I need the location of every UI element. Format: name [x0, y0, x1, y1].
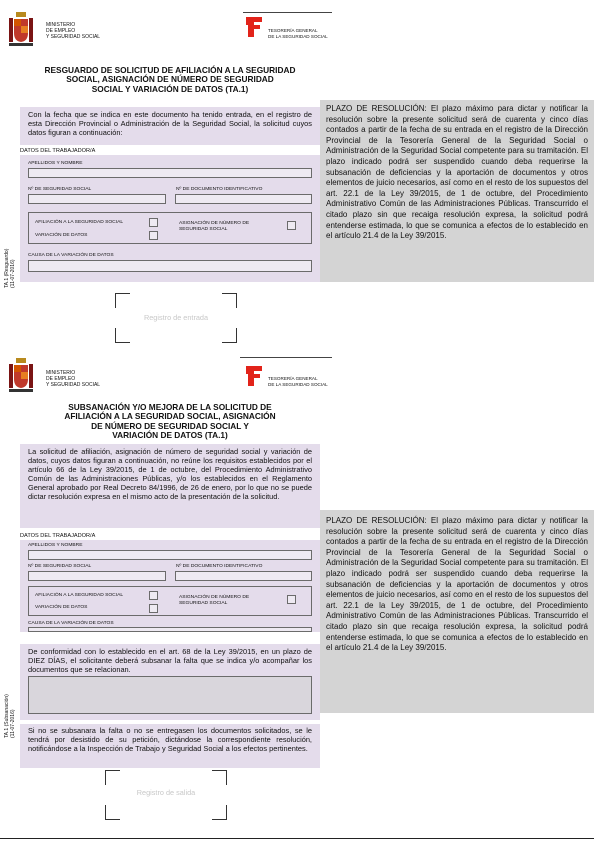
causa-label: CAUSA DE LA VARIACIÓN DE DATOS	[28, 253, 114, 258]
stamp-area-salida	[105, 770, 227, 820]
corner-mark	[115, 293, 130, 308]
nss-label: Nº DE SEGURIDAD SOCIAL	[28, 187, 92, 192]
form2-side-code	[4, 694, 16, 738]
asignacion-label	[179, 595, 249, 607]
ministry-line: Y SEGURIDAD SOCIAL	[46, 34, 101, 40]
title-line: SOCIAL, ASIGNACIÓN DE NÚMERO DE SEGURIDAD	[66, 74, 274, 85]
afiliacion-label: AFILIACIÓN A LA SEGURIDAD SOCIAL	[35, 220, 124, 225]
tgss-line: TESORERÍA GENERAL	[268, 28, 318, 33]
corner-mark	[105, 770, 120, 785]
causa-field[interactable]	[28, 627, 312, 632]
form2-datos-label: DATOS DEL TRABAJADOR/A	[20, 533, 96, 539]
apellidos-field[interactable]	[28, 550, 312, 560]
header-rule-1	[243, 12, 332, 13]
tgss-logo-icon	[244, 365, 264, 387]
form1-intro: Con la fecha que se indica en este documento ha tenido entrada, en el registro de esta Dirección Provincial o Administración de la Seguridad Social, la solicitud cuyos datos figuran a continuación:	[28, 110, 312, 138]
form1-side-code	[4, 249, 16, 288]
title-line: DE NÚMERO DE SEGURIDAD SOCIAL Y	[91, 420, 249, 431]
ministry-logo-2	[5, 356, 37, 396]
ministry-line: DE EMPLEO	[46, 28, 76, 34]
asignacion-line: ASIGNACIÓN DE NÚMERO DE	[179, 221, 250, 226]
form2-fields-panel	[20, 540, 320, 632]
corner-mark	[222, 328, 237, 343]
ministry-line: Y SEGURIDAD SOCIAL	[46, 382, 101, 388]
ministry-line: MINISTERIO	[46, 370, 76, 376]
side-line: TA.1 (Subsanación)	[4, 694, 10, 738]
subsanar-field[interactable]	[28, 676, 312, 714]
title-line: SOCIAL Y VARIACIÓN DE DATOS (TA.1)	[91, 83, 249, 94]
title-line: AFILIACIÓN A LA SEGURIDAD SOCIAL, ASIGNACIÓN	[64, 411, 276, 422]
form1-title	[20, 66, 320, 94]
ministry-logo-1	[5, 10, 37, 50]
afiliacion-label: AFILIACIÓN A LA SEGURIDAD SOCIAL	[35, 593, 124, 598]
corner-mark	[222, 293, 237, 308]
plazo-text: PLAZO DE RESOLUCIÓN: El plazo máximo para dictar y notificar la resolución sobre la presente solicitud será de cuarenta y cinco días contados a partir de la fecha de su entrada en el registro de la Dirección Provincial de la Tesorería General de la Seguridad Social o Administración de la Seguridad Social competente para su tramitación. El plazo indicado podrá ser suspendido cuando deba requerirse la subsanación de deficiencias y la aportación de documentos y otros elementos de juicio necesarios, así como en el resto de los supuestos del art. 22.1 de la Ley 39/2015, de 1 de octubre, del Procedimiento Administrativo Común de las Administraciones Públicas. Transcurrido el citado plazo sin que recaiga resolución expresa, la solicitud podrá entenderse estimada, lo que se comunica a efectos de lo establecido en el artículo 21.4 de la Ley 39/2015.	[326, 516, 588, 653]
registro-salida-label: Registro de salida	[136, 788, 196, 797]
form2-subsanar-box	[20, 644, 320, 720]
variacion-label: VARIACIÓN DE DATOS	[35, 233, 88, 238]
corner-mark	[115, 328, 130, 343]
tgss-line: DE LA SEGURIDAD SOCIAL	[268, 33, 328, 39]
corner-mark	[212, 805, 227, 820]
coat-of-arms-icon	[5, 356, 37, 396]
tgss-name-1	[268, 28, 328, 39]
subsanar-text: De conformidad con lo establecido en el art. 68 de la Ley 39/2015, en un plazo de DIEZ DÍAS, el solicitante deberá subsanar la falta que se indica y/o acompañar los documentos que se relacionan.	[28, 647, 312, 675]
header-rule-2	[240, 357, 332, 358]
nss-label: Nº DE SEGURIDAD SOCIAL	[28, 564, 92, 569]
apellidos-label: APELLIDOS Y NOMBRE	[28, 543, 83, 548]
stamp-area-entrada	[115, 293, 237, 343]
asignacion-line: ASIGNACIÓN DE NÚMERO DE	[179, 595, 250, 600]
doc-field[interactable]	[175, 571, 312, 581]
variacion-label: VARIACIÓN DE DATOS	[35, 605, 88, 610]
ministry-name-1	[46, 22, 100, 40]
asignacion-label	[179, 221, 249, 233]
ministry-line: MINISTERIO	[46, 22, 76, 28]
doc-field[interactable]	[175, 194, 312, 204]
doc-label: Nº DE DOCUMENTO IDENTIFICATIVO	[176, 187, 263, 192]
nss-field[interactable]	[28, 194, 166, 204]
ministry-name-2	[46, 370, 100, 388]
asignacion-line: SEGURIDAD SOCIAL	[179, 601, 228, 606]
nss-field[interactable]	[28, 571, 166, 581]
tgss-line: TESORERÍA GENERAL	[268, 376, 318, 381]
tgss-logo-icon	[244, 16, 264, 38]
plazo-resolucion-1	[320, 100, 594, 282]
doc-label: Nº DE DOCUMENTO IDENTIFICATIVO	[176, 564, 263, 569]
form2-intro-box	[20, 444, 320, 528]
tgss-line: DE LA SEGURIDAD SOCIAL	[268, 381, 328, 387]
coat-of-arms-icon	[5, 10, 37, 50]
tramite-box	[28, 212, 312, 244]
form2-desistido-box	[20, 724, 320, 768]
apellidos-label: APELLIDOS Y NOMBRE	[28, 161, 83, 166]
ministry-line: DE EMPLEO	[46, 376, 76, 382]
tgss-name-2	[268, 376, 328, 387]
form1-fields-panel	[20, 155, 320, 282]
corner-mark	[212, 770, 227, 785]
title-line: SUBSANACIÓN Y/O MEJORA DE LA SOLICITUD DE	[68, 402, 272, 412]
asignacion-checkbox[interactable]	[287, 221, 296, 230]
asignacion-checkbox[interactable]	[287, 595, 296, 604]
tramite-box	[28, 586, 312, 616]
form2-intro: La solicitud de afiliación, asignación de número de seguridad social y variación de datos, cuyos datos figuran a continuación, no reúne los requisitos establecidos por el artículo 66 de la Ley 39/2015, de 1 de octubre, del Procedimiento Administrativo Común de las Administraciones Públicas, y/o los establecidos en el Reglamento General aprobado por Real Decreto 84/1996, de 26 de enero, por lo que no se puede dictar resolución expresa en el mismo acto de la presentación de la solicitud.	[28, 447, 312, 502]
causa-label: CAUSA DE LA VARIACIÓN DE DATOS	[28, 621, 114, 626]
plazo-text: PLAZO DE RESOLUCIÓN: El plazo máximo para dictar y notificar la resolución sobre la presente solicitud será de cuarenta y cinco días contados a partir de la fecha de su entrada en el registro de la Dirección Provincial de la Tesorería General de la Seguridad Social o Administración de la Seguridad Social competente para su tramitación. El plazo indicado podrá ser suspendido cuando deba requerirse la subsanación de deficiencias y la aportación de documentos y otros elementos de juicio necesarios, así como en el resto de los supuestos del art. 22.1 de la Ley 39/2015, de 1 de octubre, del Procedimiento Administrativo Común de las Administraciones Públicas. Transcurrido el citado plazo sin que recaiga resolución expresa, la solicitud podrá entenderse estimada, lo que se comunica a efectos de lo establecido en el artículo 21.4 de la Ley 39/2015.	[326, 104, 588, 241]
form1-datos-label: DATOS DEL TRABAJADOR/A	[20, 148, 96, 154]
afiliacion-checkbox[interactable]	[149, 591, 158, 600]
desistido-text: Si no se subsanara la falta o no se entregasen los documentos solicitados, se le tendrá por desistido de su petición, dictándose la correspondiente resolución, notificándose a la Inspección de Trabajo y Seguridad Social a los efectos pertinentes.	[28, 726, 312, 754]
side-line: TA.1 (Resguardo)	[4, 248, 10, 288]
title-line: VARIACIÓN DE DATOS (TA.1)	[112, 430, 228, 441]
variacion-checkbox[interactable]	[149, 231, 158, 240]
tgss-logo-1	[244, 16, 264, 38]
variacion-checkbox[interactable]	[149, 604, 158, 613]
title-line: RESGUARDO DE SOLICITUD DE AFILIACIÓN A LA SEGURIDAD	[44, 65, 296, 75]
side-line: (11-07-2016)	[10, 709, 16, 738]
form1-intro-box	[20, 107, 320, 145]
tgss-logo-2	[244, 365, 264, 387]
asignacion-line: SEGURIDAD SOCIAL	[179, 227, 228, 232]
apellidos-field[interactable]	[28, 168, 312, 178]
side-line: (11-07-2016)	[10, 259, 16, 288]
plazo-resolucion-2	[320, 510, 594, 713]
registro-entrada-label: Registro de entrada	[143, 313, 209, 322]
page-bottom-rule	[0, 838, 594, 839]
corner-mark	[105, 805, 120, 820]
form2-title	[20, 403, 320, 441]
causa-field[interactable]	[28, 260, 312, 272]
afiliacion-checkbox[interactable]	[149, 218, 158, 227]
